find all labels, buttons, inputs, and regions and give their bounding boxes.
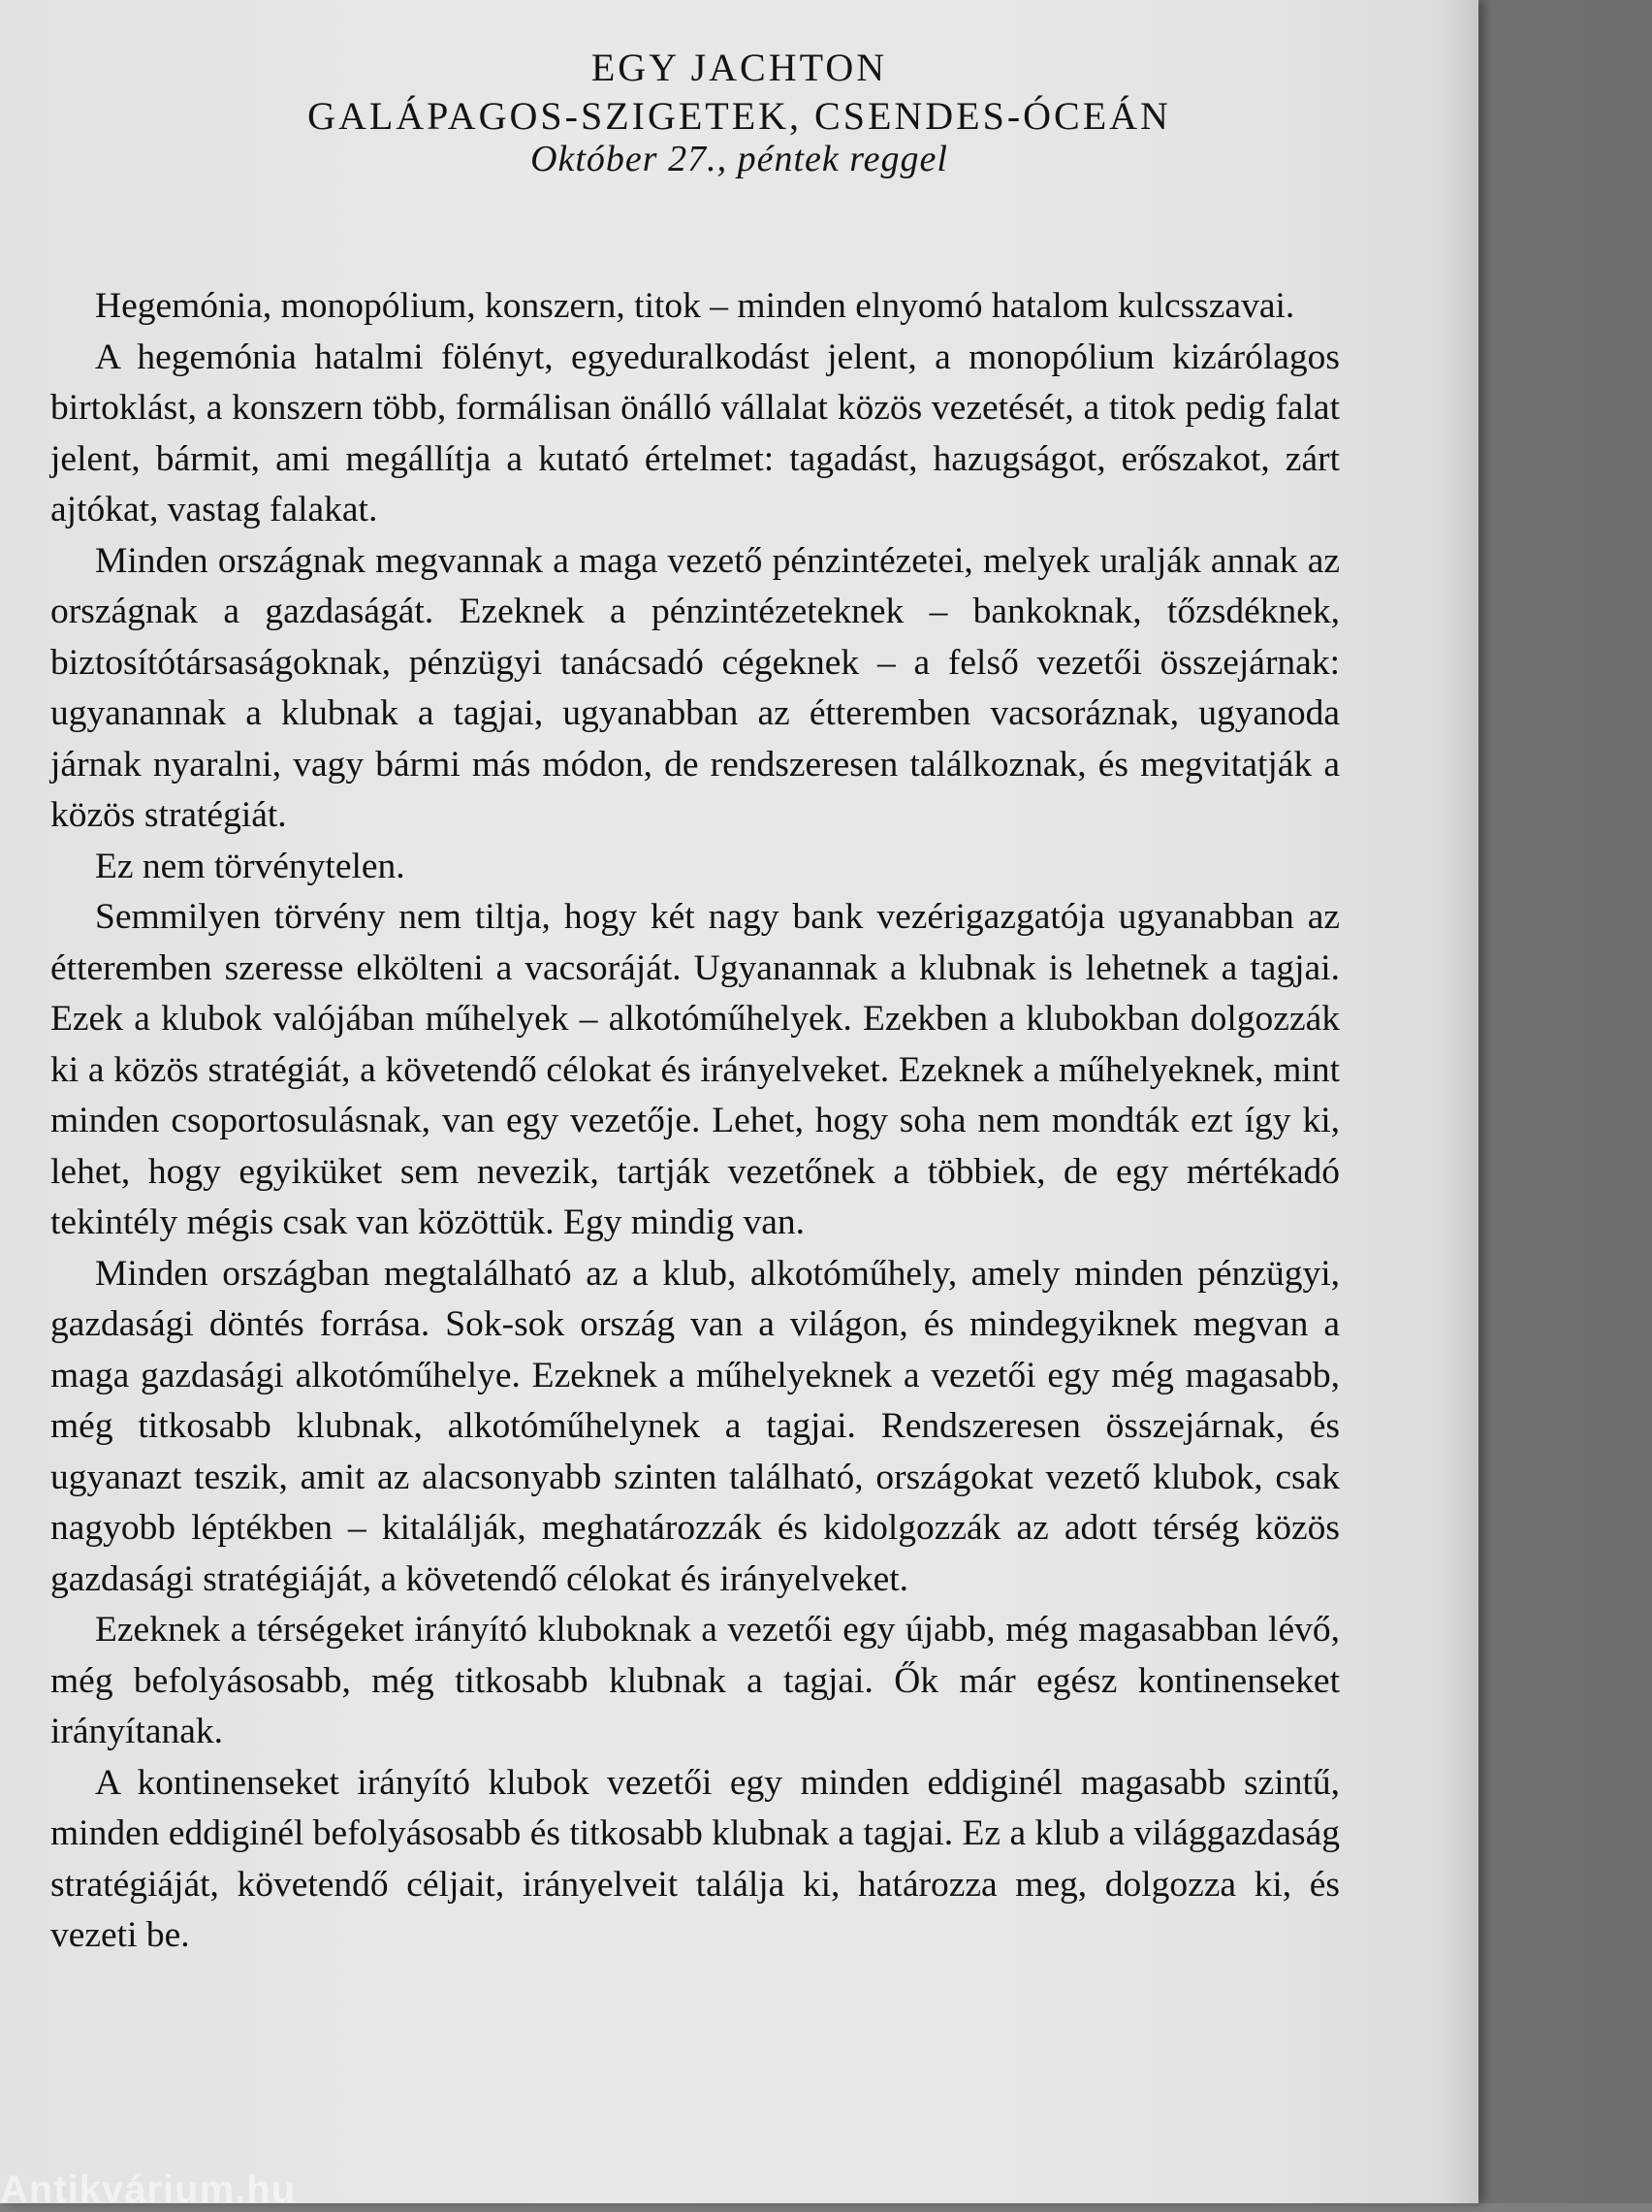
paragraph-4: Ez nem törvénytelen.: [95, 846, 405, 886]
paragraph-6: Minden országban megtalálható az a klub, alkotóműhely, amely minden pénzügyi, gazdasági döntés forrása. Sok-sok ország van a világon, és mindegyiknek megvan a maga gazdasági alkotóműhelye. Ezeknek a műhelyeknek a vezetői egy még magasabb, még titkosabb klubnak, alkotóműhelynek a tagjai. Rendszeresen összejárnak, és ugyanazt teszik, amit az alacsonyabb szinten található, országokat vezető klubok, csak nagyobb léptékben – kitalálják, meghatározzák és kidolgozzák az adott térség közös gazdasági stratégiáját, a követendő célokat és irányelveket.: [50, 1253, 1340, 1599]
chapter-dateline: Október 27., péntek reggel: [530, 139, 948, 179]
watermark: Antikvárium.hu: [0, 2168, 297, 2211]
page-edge-shadow: [1445, 0, 1478, 2203]
chapter-title-line1: EGY JACHTON: [590, 46, 888, 89]
chapter-title-line2: GALÁPAGOS-SZIGETEK, CSENDES-ÓCEÁN: [307, 94, 1171, 138]
paragraph-2: A hegemónia hatalmi fölényt, egyeduralkodást jelent, a monopólium kizárólagos birtoklást, a konszern több, formálisan önálló vállalat közös vezetését, a titok pedig falat jelent, bármit, ami megállítja a kutató értelmet: tagadást, hazugságot, erőszakot, zárt ajtókat, vastag falakat.: [50, 337, 1340, 529]
paragraph-8: A kontinenseket irányító klubok vezetői egy minden eddiginél magasabb szintű, minden eddiginél befolyásosabb és titkosabb klubnak a tagjai. Ez a klub a világgazdaság stratégiáját, követendő céljait, irányelveit találja ki, határozza meg, dolgozza ki, és vezeti be.: [50, 1762, 1340, 1955]
paragraph-1: Hegemónia, monopólium, konszern, titok – minden elnyomó hatalom kulcsszavai.: [95, 286, 1295, 326]
paragraph-7: Ezeknek a térségeket irányító kluboknak a vezetői egy újabb, még magasabban lévő, még befolyásosabb, még titkosabb klubnak a tagjai. Ők már egész kontinenseket irányítanak.: [50, 1610, 1340, 1751]
body-text: [50, 281, 1340, 1962]
paragraph-5: Semmilyen törvény nem tiltja, hogy két nagy bank vezérigazgatója ugyanabban az étteremben szeresse elkölteni a vacsoráját. Ugyanannak a klubnak is lehetnek a tagjai. Ezek a klubok valójában műhelyek – alkotóműhelyek. Ezekben a klubokban dolgozzák ki a közös stratégiát, a követendő célokat és irányelveket. Ezeknek a műhelyeknek, mint minden csoportosulásnak, van egy vezetője. Lehet, hogy soha nem mondták ezt így ki, lehet, hogy egyiküket sem nevezik, tartják vezetőnek a többiek, de egy mértékadó tekintély mégis csak van közöttük. Egy mindig van.: [50, 897, 1340, 1242]
paragraph-3: Minden országnak megvannak a maga vezető pénzintézetei, melyek uralják annak az országnak a gazdaságát. Ezeknek a pénzintézeteknek – bankoknak, tőzsdéknek, biztosítótársaságoknak, pénzügyi tanácsadó cégeknek – a felső vezetői összejárnak: ugyanannak a klubnak a tagjai, ugyanabban az étteremben vacsoráznak, ugyanoda járnak nyaralni, vagy bármi más módon, de rendszeresen találkoznak, és megvitatják a közös stratégiát.: [50, 540, 1340, 835]
